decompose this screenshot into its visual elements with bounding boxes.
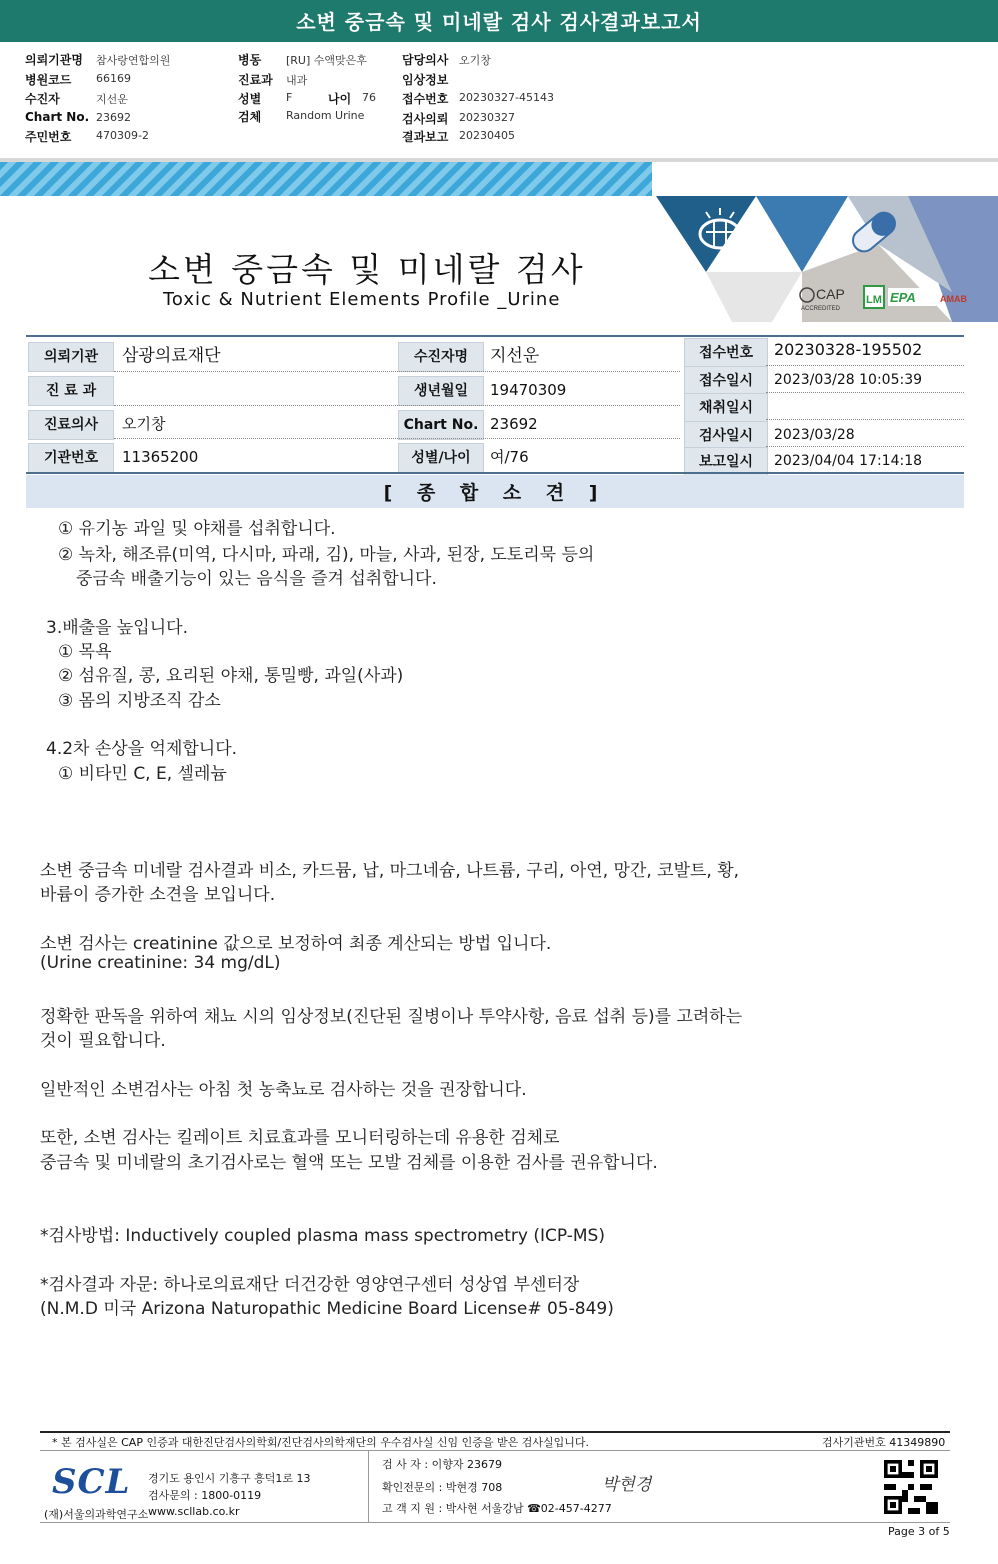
label-doctor-2: 진료의사 (28, 410, 114, 440)
footer-rule-2 (40, 1450, 950, 1451)
footer-org-name: (재)서울의과학연구소 (44, 1508, 149, 1521)
label-patient: 수진자 (25, 92, 60, 106)
value-report-date-2: 2023/04/04 17:14:18 (774, 453, 923, 469)
label-department-2: 진 료 과 (28, 376, 114, 406)
value-ward: [RU] 수액맞은후 (286, 54, 367, 67)
summary-line: ① 목욕 (58, 642, 112, 662)
row-divider (766, 419, 964, 420)
label-sex-age: 성별/나이 (398, 443, 484, 473)
value-test-date: 2023/03/28 (774, 427, 855, 443)
lm-logo (864, 286, 884, 308)
value-doctor: 오기창 (459, 54, 491, 67)
label-report-date: 결과보고 (402, 130, 449, 144)
label-department: 진료과 (238, 73, 273, 87)
summary-line: ③ 몸의 지방조직 감소 (58, 691, 221, 711)
epa-logo (888, 288, 936, 306)
label-institution-2: 의뢰기관 (28, 342, 114, 372)
label-request-date: 검사의뢰 (402, 112, 449, 126)
value-patient: 지선운 (96, 93, 128, 106)
label-receipt-no-2: 접수번호 (684, 338, 768, 368)
row-divider (114, 371, 680, 372)
label-receipt-no: 접수번호 (402, 92, 449, 106)
value-sex: F (286, 91, 293, 104)
summary-line: ② 섬유질, 콩, 요리된 야채, 통밀빵, 과일(사과) (58, 666, 404, 686)
epa-logo-text: EPA (890, 290, 916, 305)
label-patient-2: 수진자명 (398, 342, 484, 372)
value-institution: 참사랑연합의원 (96, 54, 171, 67)
scl-logo: SCL (52, 1462, 131, 1502)
finding-line: 정확한 판독을 위하여 채뇨 시의 임상정보(진단된 질병이나 투약사항, 음료 섭취 등)를 고려하는 (40, 1007, 743, 1027)
label-institution: 의뢰기관명 (25, 53, 83, 67)
label-specimen: 검체 (238, 110, 262, 124)
summary-heading: [ 종 합 소 견 ] (26, 475, 964, 508)
finding-line: 소변 중금속 미네랄 검사결과 비소, 카드뮴, 납, 마그네슘, 나트륨, 구리, 아연, 망간, 코발트, 황, (40, 861, 740, 881)
finding-line: 소변 검사는 creatinine 값으로 보정하여 최종 계산되는 방법 입니다. (40, 934, 552, 954)
value-hospital-code: 66169 (96, 72, 131, 85)
footer-website[interactable]: www.scllab.co.kr (148, 1505, 240, 1518)
cap-logo-text: CAP (816, 286, 845, 302)
value-receipt-no-2: 20230328-195502 (774, 340, 923, 359)
value-report-date: 20230405 (459, 129, 515, 142)
label-age: 나이 (328, 92, 352, 106)
label-chart: Chart No. (25, 110, 90, 124)
value-patient-2: 지선운 (490, 346, 540, 366)
finding-line: 일반적인 소변검사는 아침 첫 농축뇨로 검사하는 것을 권장합니다. (40, 1080, 527, 1100)
label-birth: 생년월일 (398, 376, 484, 406)
finding-line: 것이 필요합니다. (40, 1031, 166, 1051)
summary-line: ① 유기농 과일 및 야채를 섭취합니다. (58, 519, 336, 539)
footer-lab-number: 검사기관번호 41349890 (822, 1436, 946, 1449)
finding-line: 또한, 소변 검사는 킬레이트 치료효과를 모니터링하는데 유용한 검체로 (40, 1128, 560, 1148)
amab-logo (940, 294, 967, 304)
finding-line: 바륨이 증가한 소견을 보입니다. (40, 885, 276, 905)
row-divider (766, 365, 964, 366)
value-receipt-date: 2023/03/28 10:05:39 (774, 372, 923, 388)
report-title: 소변 중금속 및 미네랄 검사 (148, 250, 586, 289)
value-department: 내과 (286, 74, 308, 87)
label-resident-no: 주민번호 (25, 130, 72, 144)
label-ward: 병동 (238, 53, 262, 67)
label-clinical-info: 임상정보 (402, 73, 449, 87)
value-org-no: 11365200 (122, 448, 199, 466)
value-institution-2: 삼광의료재단 (122, 346, 221, 366)
summary-line: ① 비타민 C, E, 셀레늄 (58, 764, 227, 784)
finding-line: (Urine creatinine: 34 mg/dL) (40, 953, 281, 973)
label-collect-date: 채취일시 (684, 393, 768, 423)
footer-specialist: 확인전문의 : 박현경 708 (382, 1481, 503, 1494)
finding-line: 중금속 및 미네랄의 초기검사로는 혈액 또는 모발 검체를 이용한 검사를 권유합니다. (40, 1153, 658, 1173)
value-specimen: Random Urine (286, 109, 365, 122)
summary-line: 중금속 배출기능이 있는 음식을 즐겨 섭취합니다. (76, 569, 437, 589)
label-doctor: 담당의사 (402, 53, 449, 67)
value-chart: 23692 (96, 111, 131, 124)
label-receipt-date: 접수일시 (684, 366, 768, 396)
label-hospital-code: 병원코드 (25, 73, 72, 87)
lm-logo-text: LM (866, 294, 882, 306)
page-number: Page 3 of 5 (888, 1525, 950, 1538)
advisor-line: *검사결과 자문: 하나로의료재단 더건강한 영양연구센터 성상엽 부센터장 (40, 1275, 580, 1295)
cap-logo-subtext: ACCREDITED (801, 306, 841, 312)
row-divider (766, 392, 964, 393)
header-info (0, 42, 998, 159)
specialist-signature: 박현경 (602, 1475, 652, 1495)
value-resident-no: 470309-2 (96, 129, 149, 142)
summary-line: 4.2차 손상을 억제합니다. (46, 739, 238, 759)
value-chart-2: 23692 (490, 415, 538, 433)
label-chart-2: Chart No. (398, 410, 484, 440)
label-test-date: 검사일시 (684, 421, 768, 451)
value-age: 76 (362, 91, 376, 104)
label-org-no: 기관번호 (28, 443, 114, 473)
value-receipt-no: 20230327-45143 (459, 91, 554, 104)
amab-logo-text: AMAB (940, 294, 967, 304)
qr-code-icon (884, 1460, 938, 1514)
value-sex-age: 여/76 (490, 448, 529, 466)
footer-rule (40, 1431, 950, 1433)
summary-line: ② 녹차, 해조류(미역, 다시마, 파래, 김), 마늘, 사과, 된장, 도토리묵 등의 (58, 545, 595, 565)
value-birth: 19470309 (490, 381, 567, 399)
row-divider (766, 446, 964, 447)
row-divider (114, 438, 680, 439)
value-request-date: 20230327 (459, 111, 515, 124)
method-line: *검사방법: Inductively coupled plasma mass spectrometry (ICP-MS) (40, 1226, 605, 1246)
footer-notice: * 본 검사실은 CAP 인증과 대한진단검사의학회/진단검사의학재단의 우수검사실 신임 인증을 받은 검사실입니다. (52, 1436, 590, 1449)
footer-address: 경기도 용인시 기흥구 흥덕1로 13 (148, 1472, 311, 1485)
value-doctor-2: 오기창 (122, 415, 166, 433)
info-table-bottom-rule (26, 472, 964, 474)
advisor-license-line: (N.M.D 미국 Arizona Naturopathic Medicine Board License# 05-849) (40, 1299, 614, 1319)
label-report-date-2: 보고일시 (684, 447, 768, 477)
report-subtitle: Toxic & Nutrient Elements Profile _Urine (163, 289, 561, 310)
footer-phone: 검사문의 : 1800-0119 (148, 1489, 262, 1502)
report-header-title: 소변 중금속 및 미네랄 검사 검사결과보고서 (0, 0, 998, 42)
footer-support: 고 객 지 원 : 박사현 서울강남 ☎02-457-4277 (382, 1502, 612, 1515)
footer-tester: 검 사 자 : 이향자 23679 (382, 1458, 502, 1471)
summary-line: 3.배출을 높입니다. (46, 618, 188, 638)
label-sex: 성별 (238, 92, 262, 106)
row-divider (114, 405, 680, 406)
footer-divider (368, 1450, 369, 1522)
banner-graphic (652, 162, 998, 322)
footer-rule-3 (40, 1522, 950, 1523)
